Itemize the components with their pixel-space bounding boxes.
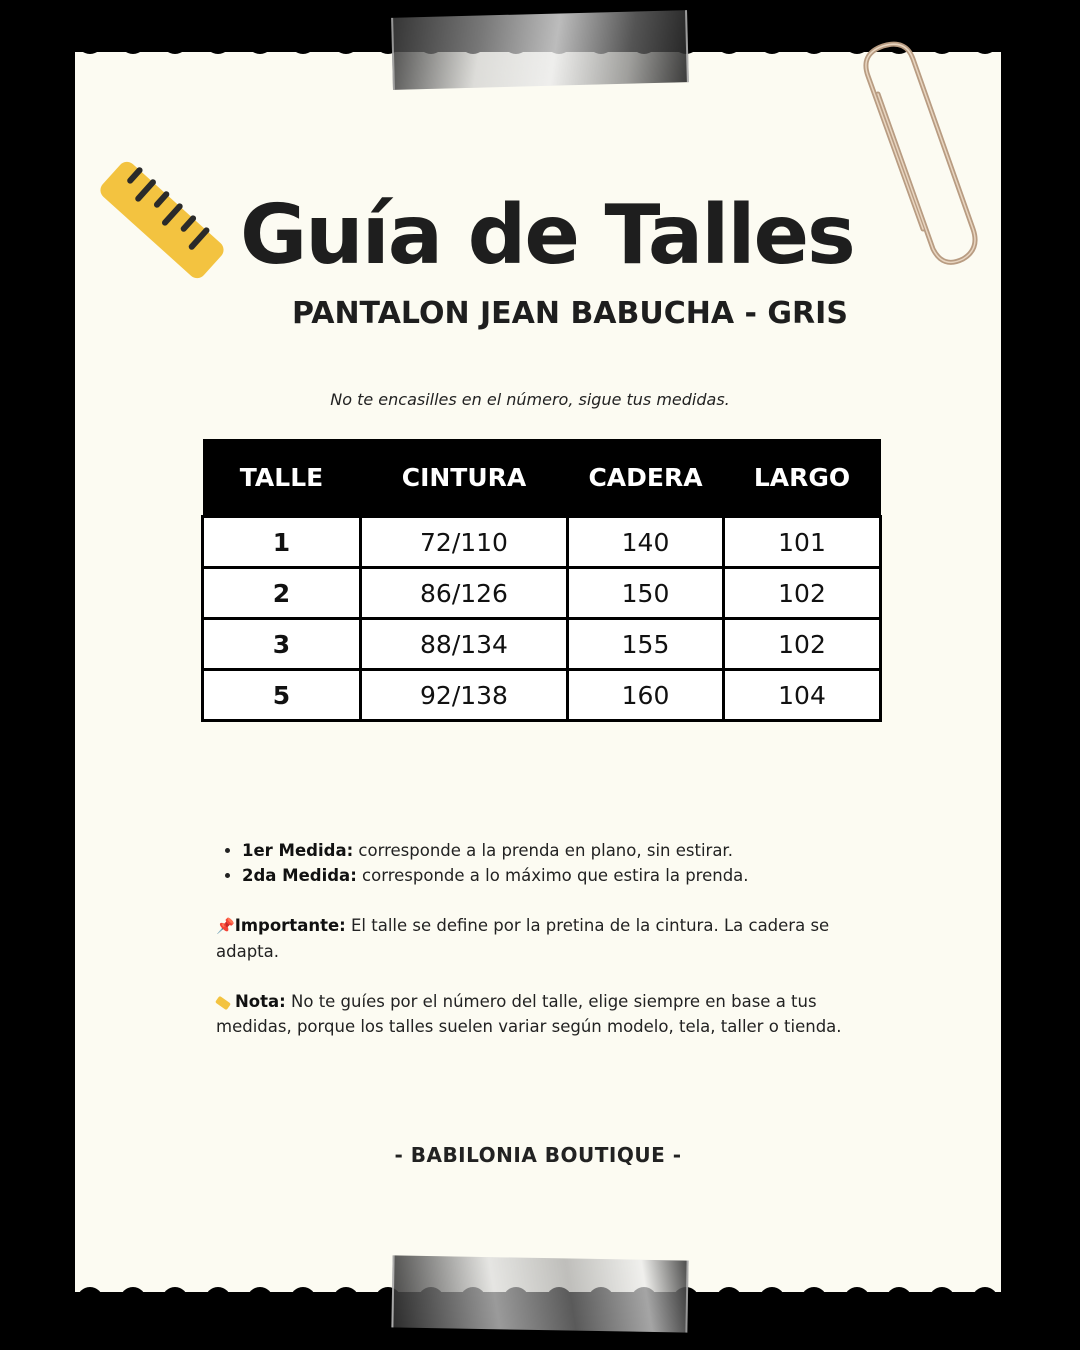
perforation-dot [801,1287,827,1300]
table-header-row [203,439,881,517]
bullet-label: 2da Medida: [242,866,357,885]
nota-label: Nota: [235,992,286,1011]
perforation-dot [162,1287,188,1300]
hip-cell: 150 [568,568,724,619]
list-item [242,863,896,888]
perforation-dot [162,41,188,54]
waist-cell: 86/126 [361,568,568,619]
important-label: Importante: [234,916,346,935]
measure-list [216,838,896,888]
perforation-dot [120,1287,146,1300]
waist-cell: 92/138 [361,670,568,721]
length-cell: 102 [724,568,881,619]
perforation-dot [290,41,316,54]
bullet-text: corresponde a lo máximo que estira la prenda. [356,866,749,885]
column-header: LARGO [724,439,881,517]
size-cell: 3 [203,619,361,670]
perforation-dot [247,1287,273,1300]
tape-strip-bottom [391,1255,688,1332]
hip-cell: 140 [568,517,724,568]
perforation-dot [77,1287,103,1300]
perforation-dot [759,41,785,54]
column-header: CINTURA [361,439,568,517]
tape-strip-top [391,10,689,90]
table-row [203,568,881,619]
perforation-dot [120,41,146,54]
table-row [203,670,881,721]
waist-cell: 72/110 [361,517,568,568]
length-cell: 104 [724,670,881,721]
hip-cell: 160 [568,670,724,721]
column-header: TALLE [203,439,361,517]
column-header: CADERA [568,439,724,517]
list-item [242,838,896,863]
important-note [216,913,896,964]
bullet-label: 1er Medida: [242,841,354,860]
perforation-dot [77,41,103,54]
perforation-dot [972,1287,998,1300]
ruler-icon [92,150,232,290]
nota-note [216,989,896,1039]
table-row [203,517,881,568]
ruler-icon [215,995,231,1010]
size-cell: 2 [203,568,361,619]
pushpin-icon: 📌 [216,917,235,935]
perforation-dot [333,41,359,54]
size-cell: 1 [203,517,361,568]
perforation-dot [205,41,231,54]
perforation-dot [290,1287,316,1300]
perforation-dot [333,1287,359,1300]
size-cell: 5 [203,670,361,721]
waist-cell: 88/134 [361,619,568,670]
perforation-dot [844,1287,870,1300]
table-row [203,619,881,670]
perforation-dot [801,41,827,54]
perforation-dot [247,41,273,54]
length-cell: 102 [724,619,881,670]
perforation-dot [886,1287,912,1300]
perforation-dot [205,1287,231,1300]
nota-text: No te guíes por el número del talle, elige siempre en base a tus medidas, porque los talles suelen variar según modelo, tela, taller o tienda. [216,992,842,1036]
brand-footer: - BABILONIA BOUTIQUE - [394,1143,682,1167]
product-subtitle: PANTALON JEAN BABUCHA - GRIS [292,296,848,331]
perforation-dot [716,1287,742,1300]
tagline: No te encasilles en el número, sigue tus medidas. [330,390,730,409]
hip-cell: 155 [568,619,724,670]
size-table [201,439,882,722]
bullet-text: corresponde a la prenda en plano, sin estirar. [353,841,733,860]
important-text: El talle se define por la pretina de la cintura. La cadera se adapta. [216,916,830,961]
perforation-dot [929,1287,955,1300]
perforation-dot [759,1287,785,1300]
notes-section [216,838,896,1039]
perforation-dot [716,41,742,54]
length-cell: 101 [724,517,881,568]
page-title: Guía de Talles [240,188,854,283]
